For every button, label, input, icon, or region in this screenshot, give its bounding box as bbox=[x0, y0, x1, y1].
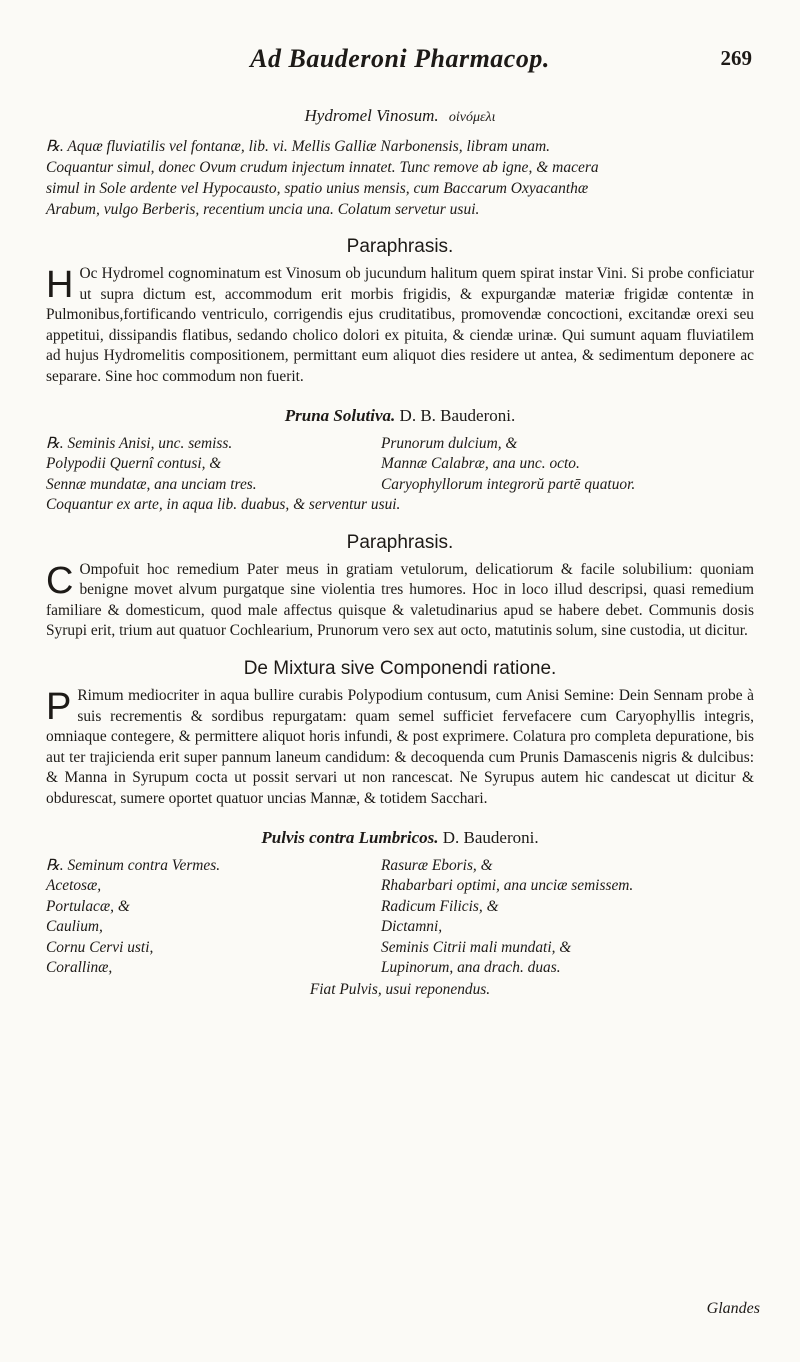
section4-ingredients bbox=[46, 856, 754, 979]
ingredient: Portulacæ, & bbox=[46, 897, 130, 915]
section2-title bbox=[46, 406, 754, 426]
ingredient: Acetosæ, bbox=[46, 877, 102, 894]
ingredient: Prunorum dulcium, & bbox=[381, 434, 518, 452]
paragraph-text: Oc Hydromel cognominatum est Vinosum ob jucundum halitum quem spirat instar Vini. Si probe conficiatur ut supra dictum est, accommodum erit morbis frigidis, & expurgandæ materiæ frigidæ contentæ in Pulmonibus,fortificando ventriculo, corrigendis ejus cruditatibus, promovendæ concoctioni, excitandæ orexi seu appetitui, dissipandis flatibus, sedando cholico dolori ex pituita, & ciendæ urinæ. Qui sumunt aquam fluviatilem ad hujus Hydromelitis compositionem, permittant eum aliquot dies residere ut antea, & sedimentum deponere ac separare. Sine hoc commodum non fuerit. bbox=[46, 265, 754, 385]
ingredient: Lupinorum, ana drach. duas. bbox=[381, 959, 561, 976]
recipe-line: Arabum, vulgo Berberis, recentium uncia una. Colatum servetur usui. bbox=[46, 201, 480, 218]
running-title: Ad Bauderoni Pharmacop. bbox=[250, 44, 550, 73]
recipe-line: Coquantur simul, donec Ovum crudum injectum innatet. Tunc remove ab igne, & macera bbox=[46, 159, 599, 176]
ingredient: Seminis Citrii mali mundati, & bbox=[381, 938, 572, 956]
ingredient: Corallinæ, bbox=[46, 959, 113, 976]
ingredient: Sennæ mundatæ, ana unciam tres. bbox=[46, 475, 257, 493]
section2-heading: Paraphrasis. bbox=[346, 531, 454, 553]
ingredient: Dictamni, bbox=[381, 918, 443, 935]
section2-instruction: Coquantur ex arte, in aqua lib. duabus, & serventur usui. bbox=[46, 496, 401, 514]
ingredient: Polypodii Quernî contusi, & bbox=[46, 455, 222, 473]
catchword: Glandes bbox=[706, 1300, 760, 1317]
section4-title bbox=[46, 828, 754, 848]
section1-recipe bbox=[46, 136, 754, 220]
section4-title-text: Pulvis contra Lumbricos. bbox=[261, 827, 439, 847]
ingredients-left bbox=[46, 434, 381, 496]
paragraph-text: Rimum mediocriter in aqua bullire curabis Polypodium contusum, cum Anisi Semine: Dein Sennam probe à suis recrementis & sordibus repurgatam: quam semel sufficiet fervefacere cum Caryophyllis integris, omniaque contegere, & permittere aliquot horis infundi, & post exprimere. Colatura pro completa depuratione, bis aut ter trajicienda erit super pannum laneum candidum: & decoquenda cum Prunis Damascenis nigris & dulcibus: & Manna in Syrupum cocta ut possit servari ut non rancescat. Ne Syrupus autem hic candescat ut dicitur & obdurescat, sumere oportet quatuor uncias Mannæ, & totidem Sacchari. bbox=[46, 686, 754, 807]
section4-fiat: Fiat Pulvis, usui reponendus. bbox=[309, 980, 491, 998]
ingredient: Radicum Filicis, & bbox=[381, 897, 499, 915]
ingredient: ℞. Seminum contra Vermes. bbox=[46, 856, 221, 874]
ingredient: Caryophyllorum integrorŭ partē quatuor. bbox=[381, 475, 636, 493]
section2-paragraph bbox=[46, 560, 754, 642]
section4-author: D. Bauderoni. bbox=[442, 827, 539, 847]
section1-title bbox=[46, 106, 754, 126]
ingredient: Rhabarbari optimi, ana unciæ semissem. bbox=[381, 877, 634, 894]
section2-title-text: Pruna Solutiva. bbox=[284, 405, 396, 425]
section1-greek: oἰνóμελι bbox=[448, 110, 496, 125]
section2-ingredients bbox=[46, 434, 754, 496]
ingredient: ℞. Seminis Anisi, unc. semiss. bbox=[46, 434, 233, 452]
ingredients-right bbox=[381, 434, 754, 496]
section2-author: D. B. Bauderoni. bbox=[399, 405, 516, 425]
ingredient: Mannæ Calabræ, ana unc. octo. bbox=[381, 455, 580, 473]
dropcap: P bbox=[46, 685, 72, 728]
dropcap: H bbox=[46, 264, 74, 306]
paragraph-text: Ompofuit hoc remedium Pater meus in gratiam vetulorum, delicatiorum & facile solubilium: quoniam benigne movet alvum purgatque sine violentia tres humores. Hoc in loco illud descripsi, quasi remedium familiare & domesticum, quod male affectus quisque & valetudinarius apud se habere debet. Communis dosis Syrupi erit, trium aut quatuor Cochlearium, Prunorum vero sex aut octo, matutinis solum, sine custodia, ut dicitur. bbox=[46, 560, 754, 640]
section1-paragraph bbox=[46, 264, 754, 388]
section1-title-text: Hydromel Vinosum. bbox=[304, 106, 439, 125]
section3-paragraph bbox=[46, 686, 754, 810]
section3-heading: De Mixtura sive Componendi ratione. bbox=[243, 657, 557, 679]
recipe-line: simul in Sole ardente vel Hypocausto, spatio unius mensis, cum Baccarum Oxyacanthæ bbox=[46, 180, 589, 197]
ingredients-left bbox=[46, 856, 381, 979]
ingredient: Rasuræ Eboris, & bbox=[381, 856, 493, 874]
dropcap: C bbox=[46, 559, 74, 602]
ingredient: Cornu Cervi usti, bbox=[46, 938, 154, 956]
recipe-line: ℞. Aquæ fluviatilis vel fontanæ, lib. vi. Mellis Galliæ Narbonensis, libram unam. bbox=[46, 138, 551, 155]
ingredient: Caulium, bbox=[46, 918, 103, 935]
section1-heading: Paraphrasis. bbox=[346, 236, 454, 257]
page-number: 269 bbox=[720, 46, 752, 70]
running-head bbox=[46, 44, 754, 102]
ingredients-right bbox=[381, 856, 754, 979]
